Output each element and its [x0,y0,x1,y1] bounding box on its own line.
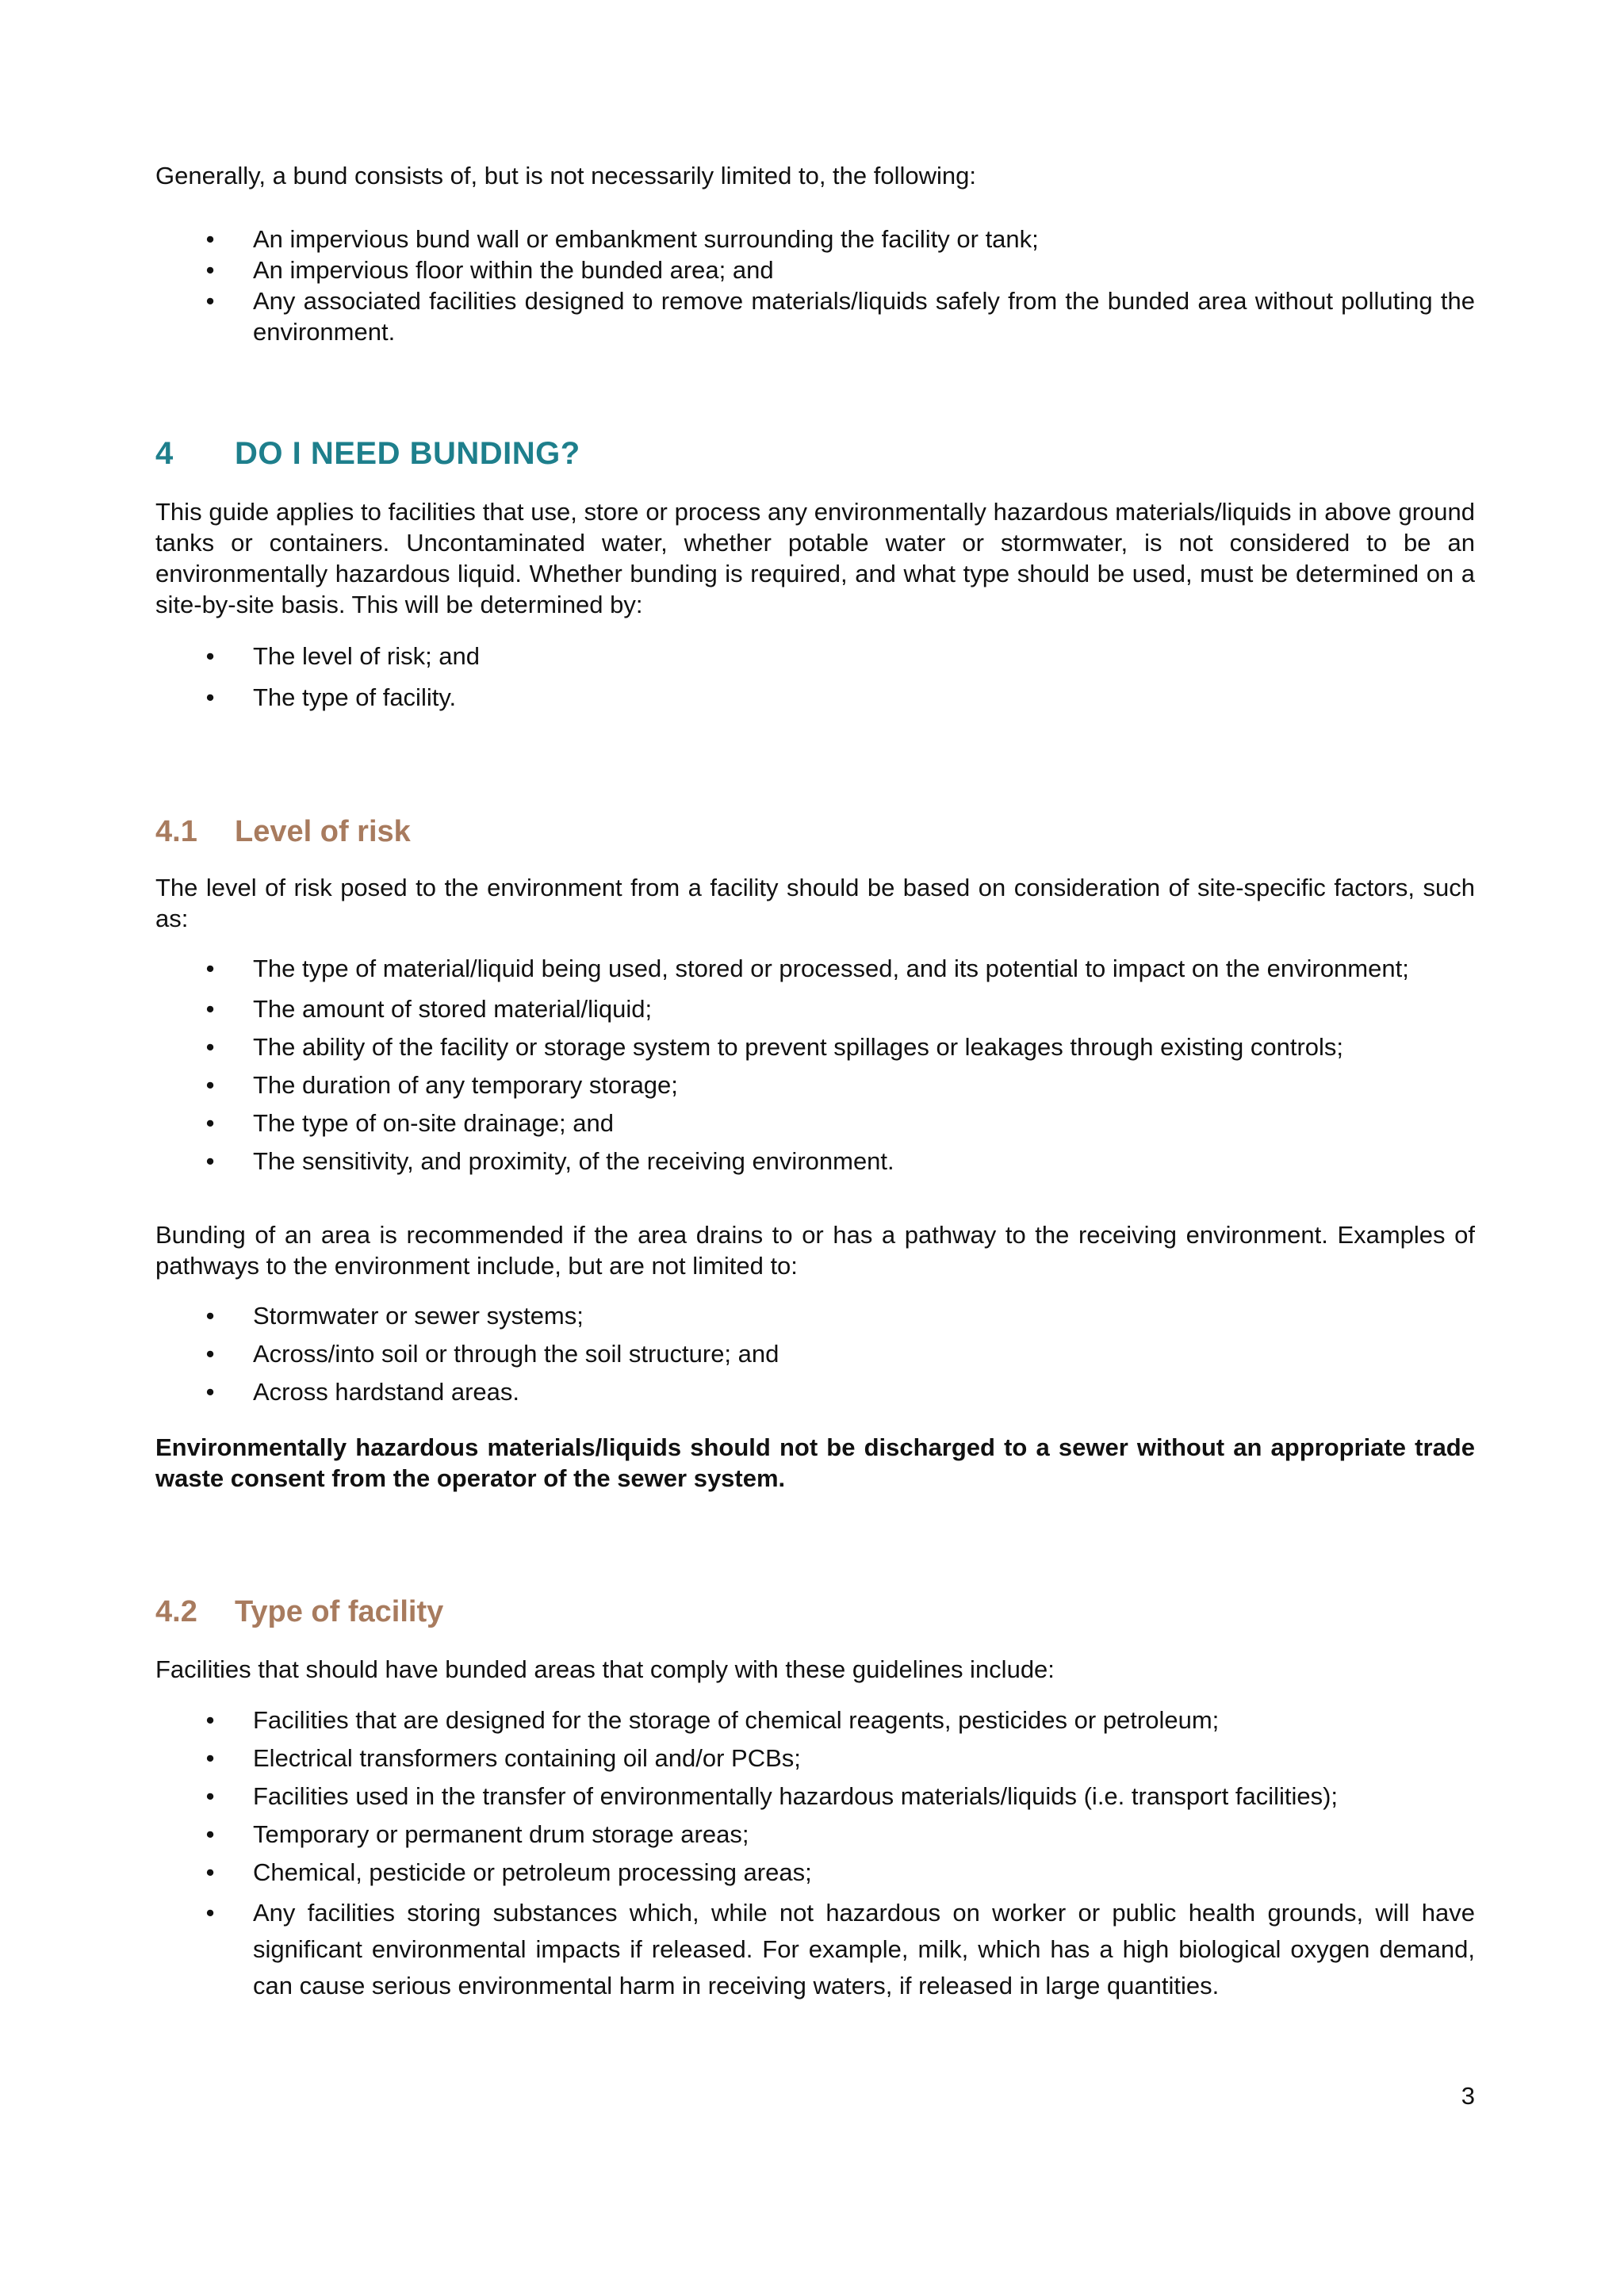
bullet-icon: • [205,683,215,711]
list-item: • Across/into soil or through the soil structure; and [155,1338,1475,1369]
section-4-1-list [155,951,1475,1184]
section-title: Level of risk [235,815,411,848]
list-item: • The type of facility. [155,682,1475,713]
section-4-2-list [155,1705,1475,2011]
section-4-2-heading [155,1594,1475,1630]
section-4-paragraph: This guide applies to facilities that use, store or process any environmentally hazardous materials/liquids in above ground tanks or containers. Uncontaminated water, whether potable water or stormwater, is not considered to be an environmentally hazardous liquid. Whether bunding is required, and what type should be used, must be determined on a site-by-site basis. This will be determined by: [155,498,1475,618]
list-item: • The ability of the facility or storage system to prevent spillages or leakages through existing controls; [155,1031,1475,1062]
section-title: Type of facility [235,1595,444,1628]
bullet-icon: • [205,1820,215,1848]
intro-paragraph: Generally, a bund consists of, but is not necessarily limited to, the following: [155,162,977,189]
section-4-2-paragraph: Facilities that should have bunded areas that comply with these guidelines include: [155,1655,1055,1683]
bullet-icon: • [205,1147,215,1175]
section-4-1-paragraph-2: Bunding of an area is recommended if the area drains to or has a pathway to the receiving environment. Examples of pathways to the environment include, but are not limited to: [155,1221,1475,1280]
list-item: • An impervious floor within the bunded area; and [155,254,1475,285]
section-number: 4.2 [155,1595,197,1628]
list-item: • The level of risk; and [155,641,1475,672]
list-item: • Any associated facilities designed to remove materials/liquids safely from the bunded area without polluting the environment. [155,285,1475,347]
list-item: • Across hardstand areas. [155,1376,1475,1407]
section-number: 4.1 [155,815,197,848]
bullet-icon: • [205,1744,215,1772]
bullet-icon: • [205,225,215,253]
list-item: • The type of material/liquid being used, stored or processed, and its potential to impact on the environment; [155,951,1475,986]
list-item: • Facilities used in the transfer of environmentally hazardous materials/liquids (i.e. transport facilities); [155,1781,1475,1812]
list-item: • An impervious bund wall or embankment surrounding the facility or tank; [155,224,1475,254]
trade-waste-note: Environmentally hazardous materials/liquids should not be discharged to a sewer without an appropriate trade waste consent from the operator of the sewer system. [155,1433,1475,1492]
bullet-icon: • [205,1706,215,1734]
bullet-icon: • [205,995,215,1023]
list-item: • The duration of any temporary storage; [155,1070,1475,1100]
intro-list [155,224,1475,347]
page-number: 3 [1461,2082,1475,2110]
bullet-icon: • [205,1033,215,1061]
list-item: • The amount of stored material/liquid; [155,993,1475,1024]
list-item: • Chemical, pesticide or petroleum processing areas; [155,1857,1475,1888]
section-number: 4 [155,436,174,471]
section-4-heading [155,434,1475,473]
bullet-icon: • [205,1340,215,1368]
section-4-list [155,641,1475,720]
list-item: • Electrical transformers containing oil and/or PCBs; [155,1743,1475,1774]
section-4-1-pathways-list [155,1300,1475,1414]
bullet-icon: • [205,1858,215,1886]
section-title: DO I NEED BUNDING? [235,436,580,471]
list-item: • Any facilities storing substances which, while not hazardous on worker or public health grounds, will have significant environmental impacts if released. For example, milk, which has a high biological oxygen demand, can cause serious environmental harm in receiving waters, if released in large quantities. [155,1895,1475,2004]
bullet-icon: • [205,1899,215,1927]
list-item: • The type of on-site drainage; and [155,1108,1475,1138]
section-4-1-paragraph: The level of risk posed to the environment from a facility should be based on consideration of site-specific factors, such as: [155,874,1475,932]
bullet-icon: • [205,1071,215,1099]
bullet-icon: • [205,955,215,982]
list-item: • Stormwater or sewer systems; [155,1300,1475,1331]
list-item: • The sensitivity, and proximity, of the receiving environment. [155,1146,1475,1177]
list-item: • Temporary or permanent drum storage areas; [155,1819,1475,1850]
bullet-icon: • [205,1109,215,1137]
bullet-icon: • [205,256,215,284]
bullet-icon: • [205,1782,215,1810]
section-4-1-heading [155,813,1475,850]
bullet-icon: • [205,1378,215,1406]
list-item: • Facilities that are designed for the storage of chemical reagents, pesticides or petroleum; [155,1705,1475,1735]
bullet-icon: • [205,1302,215,1330]
bullet-icon: • [205,287,215,315]
bullet-icon: • [205,642,215,670]
